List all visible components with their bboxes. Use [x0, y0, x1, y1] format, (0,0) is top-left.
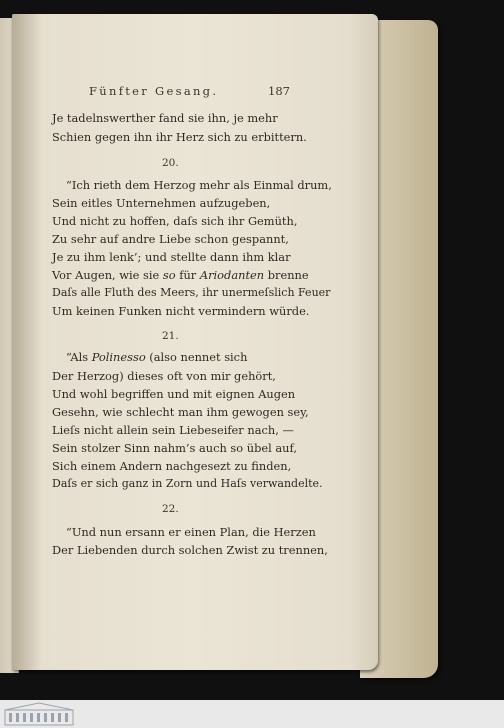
stanza-number: 22. — [162, 503, 179, 515]
running-head — [0, 84, 504, 100]
text-line: Der Herzog) dieses oft von mir gehört, — [52, 369, 276, 383]
text-line: “Als Polinesso (also nennet sich — [66, 350, 248, 364]
text-line: Daſs alle Fluth des Meers, ihr unermeſslich Feuer — [52, 286, 331, 299]
page-number: 187 — [268, 84, 290, 98]
viewer-footer-bar — [0, 700, 504, 728]
text-line: Je tadelnswerther fand sie ihn, je mehr — [52, 111, 278, 125]
text-line: Lieſs nicht allein sein Liebeseifer nach, — — [52, 423, 294, 437]
text-line: “Ich rieth dem Herzog mehr als Einmal drum, — [66, 178, 332, 192]
stanza-number: 20. — [162, 157, 179, 169]
text-line: Sein stolzer Sinn nahm’s auch so übel auf, — [52, 441, 297, 455]
text-line: Vor Augen, wie sie so für Ariodanten brenne — [52, 268, 309, 282]
text-line: “Und nun ersann er einen Plan, die Herzen — [66, 525, 316, 539]
text-line: Zu sehr auf andre Liebe schon gespannt, — [52, 232, 289, 246]
text-line: Gesehn, wie schlecht man ihm gewogen sey, — [52, 405, 309, 419]
library-building-logo-icon — [4, 702, 74, 726]
text-line: Und wohl begriffen und mit eignen Augen — [52, 387, 296, 401]
text-line: Und nicht zu hoffen, daſs sich ihr Gemüth, — [52, 214, 298, 228]
stanza-number: 21. — [162, 330, 179, 342]
text-line: Je zu ihm lenk’; und stellte dann ihm klar — [52, 250, 291, 264]
running-head-title: Fünfter Gesang. — [89, 84, 219, 98]
text-line: Daſs er sich ganz in Zorn und Haſs verwandelte. — [52, 477, 323, 490]
text-line: Schien gegen ihn ihr Herz sich zu erbittern. — [52, 130, 307, 144]
text-line: Sein eitles Unternehmen aufzugeben, — [52, 196, 271, 210]
text-line: Der Liebenden durch solchen Zwist zu trennen, — [52, 543, 328, 557]
gutter-shadow — [12, 14, 42, 670]
text-line: Um keinen Funken nicht vermindern würde. — [52, 304, 310, 318]
text-line: Sich einem Andern nachgesezt zu finden, — [52, 459, 292, 473]
